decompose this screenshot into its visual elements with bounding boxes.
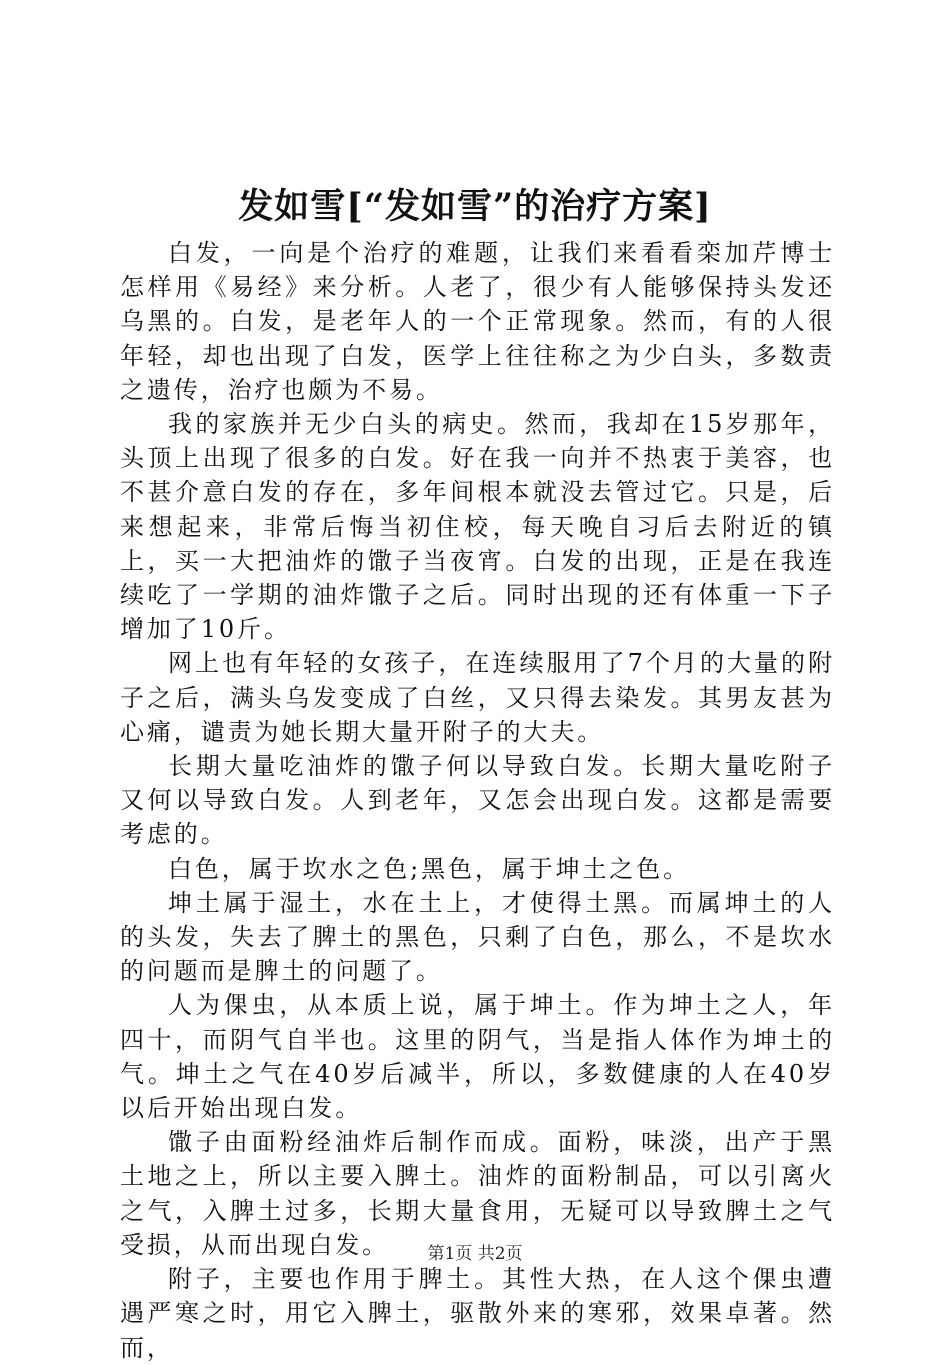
paragraph: 白色，属于坎水之色;黑色，属于坤土之色。 (168, 854, 691, 883)
page-footer: 第1页 共2页 (427, 1244, 523, 1264)
paragraph: 馓子由面粉经油炸后制作而成。面粉，味淡，出产于黑土地之上，所以主要入脾土。油炸的面粉制品，可以引离火之气，入脾土过多，长期大量食用，无疑可以导致脾土之气受损，从而出现白发。 (120, 1128, 835, 1259)
document-title: 发如雪[“发如雪”的治疗方案] (238, 186, 712, 227)
document-body (120, 236, 835, 1365)
paragraph: 附子，主要也作用于脾土。其性大热，在人这个倮虫遭遇严寒之时，用它入脾土，驱散外来的寒邪，效果卓著。然而， (120, 1265, 835, 1362)
paragraph: 我的家族并无少白头的病史。然而，我却在15岁那年，头顶上出现了很多的白发。好在我一向并不热衷于美容，也不甚介意白发的存在，多年间根本就没去管过它。只是，后来想起来，非常后悔当初住校，每天晚自习后去附近的镇上，买一大把油炸的馓子当夜宵。白发的出现，正是在我连续吃了一学期的油炸馓子之后。同时出现的还有体重一下子增加了10斤。 (120, 410, 835, 644)
paragraph: 网上也有年轻的女孩子，在连续服用了7个月的大量的附子之后，满头乌发变成了白丝，又只得去染发。其男友甚为心痛，谴责为她长期大量开附子的大夫。 (120, 649, 835, 746)
paragraph: 白发，一向是个治疗的难题，让我们来看看栾加芹博士怎样用《易经》来分析。人老了，很少有人能够保持头发还乌黑的。白发，是老年人的一个正常现象。然而，有的人很年轻，却也出现了白发，医学上往往称之为少白头，多数责之遗传，治疗也颇为不易。 (120, 239, 835, 404)
paragraph: 长期大量吃油炸的馓子何以导致白发。长期大量吃附子又何以导致白发。人到老年，又怎会出现白发。这都是需要考虑的。 (120, 752, 835, 849)
paragraph: 坤土属于湿土，水在土上，才使得土黑。而属坤土的人的头发，失去了脾土的黑色，只剩了白色，那么，不是坎水的问题而是脾土的问题了。 (120, 888, 835, 986)
paragraph: 人为倮虫，从本质上说，属于坤土。作为坤土之人，年四十，而阴气自半也。这里的阴气，当是指人体作为坤土的气。坤土之气在40岁后减半，所以，多数健康的人在40岁以后开始出现白发。 (120, 991, 835, 1123)
